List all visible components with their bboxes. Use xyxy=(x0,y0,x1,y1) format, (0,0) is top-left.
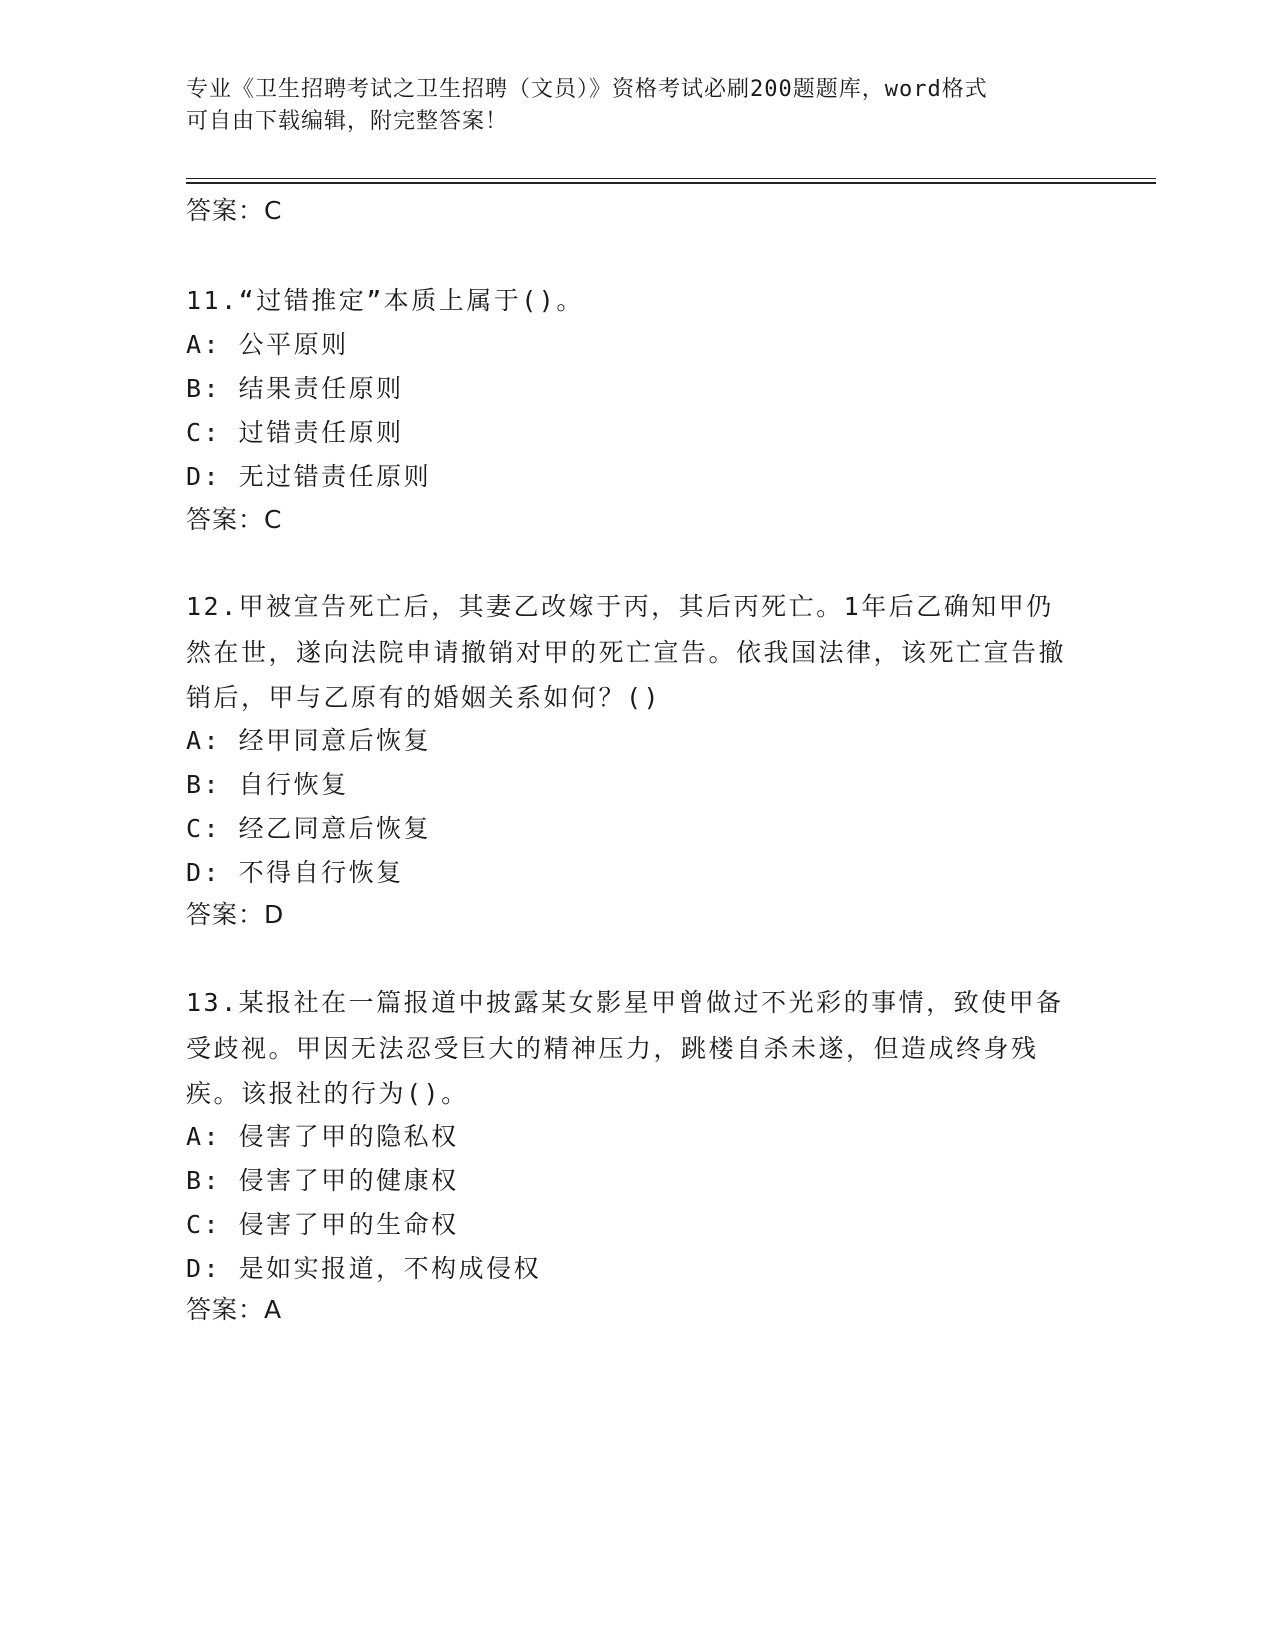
question-12-option-a: A: 经甲同意后恢复 xyxy=(186,726,432,755)
question-12-text: 12.甲被宣告死亡后，其妻乙改嫁于丙，其后丙死亡。1年后乙确知甲仍然在世，遂向法院申请撤销对甲的死亡宣告。依我国法律，该死亡宣告撤销后，甲与乙原有的婚姻关系如何？() xyxy=(186,592,1067,712)
header-line-2: 可自由下载编辑，附完整答案！ xyxy=(186,109,509,134)
question-13-option-a: A: 侵害了甲的隐私权 xyxy=(186,1122,459,1151)
question-13-option-c: C: 侵害了甲的生命权 xyxy=(186,1210,459,1239)
header-line-1: 专业《卫生招聘考试之卫生招聘（文员）》资格考试必刷200题题库，word格式 xyxy=(186,77,988,102)
document-header xyxy=(186,74,1066,138)
question-12-option-d: D: 不得自行恢复 xyxy=(186,858,404,887)
header-divider-thick xyxy=(186,182,1156,184)
question-11-option-a: A: 公平原则 xyxy=(186,330,349,359)
question-11-option-c: C: 过错责任原则 xyxy=(186,418,404,447)
question-13-option-d: D: 是如实报道，不构成侵权 xyxy=(186,1254,542,1283)
question-11-text: 11.“过错推定”本质上属于()。 xyxy=(186,286,584,315)
question-12-option-b: B: 自行恢复 xyxy=(186,770,349,799)
question-11-option-d: D: 无过错责任原则 xyxy=(186,462,432,491)
question-12-option-c: C: 经乙同意后恢复 xyxy=(186,814,432,843)
previous-answer: 答案：C xyxy=(186,196,283,225)
question-12-answer: 答案：D xyxy=(186,900,285,929)
question-11-answer: 答案：C xyxy=(186,505,283,534)
question-13-option-b: B: 侵害了甲的健康权 xyxy=(186,1166,459,1195)
question-13-answer: 答案：A xyxy=(186,1295,283,1324)
question-13-text: 13.某报社在一篇报道中披露某女影星甲曾做过不光彩的事情，致使甲备受歧视。甲因无法忍受巨大的精神压力，跳楼自杀未遂，但造成终身残疾。该报社的行为()。 xyxy=(186,988,1064,1108)
question-11-option-b: B: 结果责任原则 xyxy=(186,374,404,403)
header-divider-thin xyxy=(186,178,1156,179)
